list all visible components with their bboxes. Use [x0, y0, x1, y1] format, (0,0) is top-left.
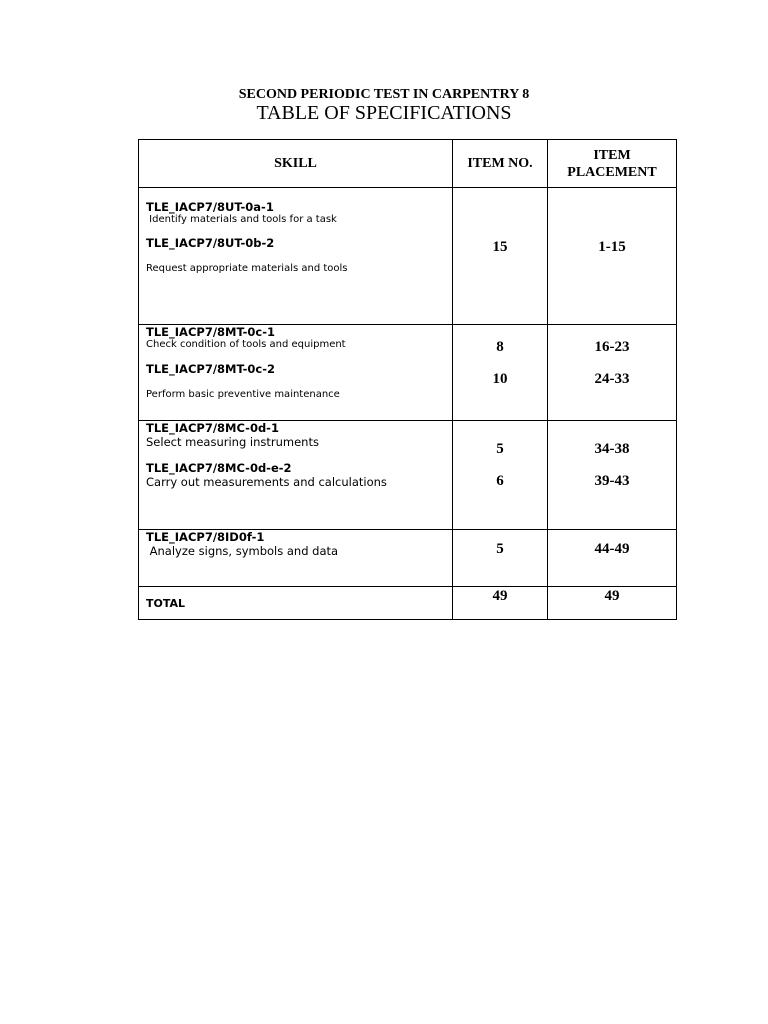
table-header-row [139, 140, 677, 188]
total-label-cell [139, 587, 453, 620]
item-no-cell [453, 325, 548, 421]
column-header-skill: SKILL [139, 140, 453, 188]
item-no-value: 5 [496, 441, 504, 457]
column-header-item-no: ITEM NO. [453, 140, 548, 188]
skill-cell [139, 188, 453, 325]
competency-code: TLE_IACP7/8MC-0d-e-2 [146, 461, 292, 475]
item-placement-cell [548, 530, 677, 587]
item-placement-value: 24-33 [594, 371, 630, 387]
page-subtitle: TABLE OF SPECIFICATIONS [256, 102, 512, 124]
skill-cell [139, 325, 453, 421]
skill-cell [139, 421, 453, 530]
item-no-cell [453, 530, 548, 587]
item-no-value: 8 [496, 339, 504, 355]
total-row [139, 587, 677, 620]
competency-description: Perform basic preventive maintenance [146, 389, 340, 400]
competency-code: TLE_IACP7/8MT-0c-2 [146, 362, 275, 376]
total-item-no-value: 49 [492, 588, 508, 604]
table-row [139, 421, 677, 530]
table-row [139, 530, 677, 587]
competency-code: TLE_IACP7/8ID0f-1 [146, 530, 265, 544]
competency-description: Select measuring instruments [146, 435, 319, 449]
item-placement-value: 16-23 [594, 339, 630, 355]
item-placement-cell [548, 421, 677, 530]
specifications-table [138, 139, 677, 620]
item-no-value: 5 [496, 541, 504, 557]
item-no-cell [453, 421, 548, 530]
column-header-item-placement [548, 140, 677, 188]
competency-description: Check condition of tools and equipment [146, 339, 346, 350]
total-placement-cell [548, 587, 677, 620]
table-row [139, 188, 677, 325]
item-placement-value: 39-43 [594, 473, 630, 489]
competency-description: Carry out measurements and calculations [146, 475, 387, 489]
item-placement-value: 44-49 [594, 541, 630, 557]
competency-code: TLE_IACP7/8UT-0b-2 [146, 236, 275, 250]
total-item-no-cell [453, 587, 548, 620]
competency-code: TLE_IACP7/8MC-0d-1 [146, 421, 279, 435]
page-title: SECOND PERIODIC TEST IN CARPENTRY 8 [238, 87, 530, 102]
item-no-value: 15 [492, 239, 508, 255]
competency-description: Identify materials and tools for a task [146, 214, 337, 225]
competency-code: TLE_IACP7/8UT-0a-1 [146, 200, 274, 214]
item-placement-value: 1-15 [598, 239, 626, 255]
competency-description: Analyze signs, symbols and data [146, 544, 339, 558]
column-header-item-placement-label: ITEM PLACEMENT [567, 147, 657, 180]
skill-cell [139, 530, 453, 587]
competency-code: TLE_IACP7/8MT-0c-1 [146, 325, 275, 339]
total-placement-value: 49 [604, 588, 620, 604]
item-placement-cell [548, 325, 677, 421]
item-placement-cell [548, 188, 677, 325]
table-row [139, 325, 677, 421]
item-no-value: 10 [492, 371, 508, 387]
competency-description: Request appropriate materials and tools [146, 263, 348, 274]
total-label: TOTAL [146, 596, 186, 610]
item-placement-value: 34-38 [594, 441, 630, 457]
item-no-cell [453, 188, 548, 325]
item-no-value: 6 [496, 473, 504, 489]
